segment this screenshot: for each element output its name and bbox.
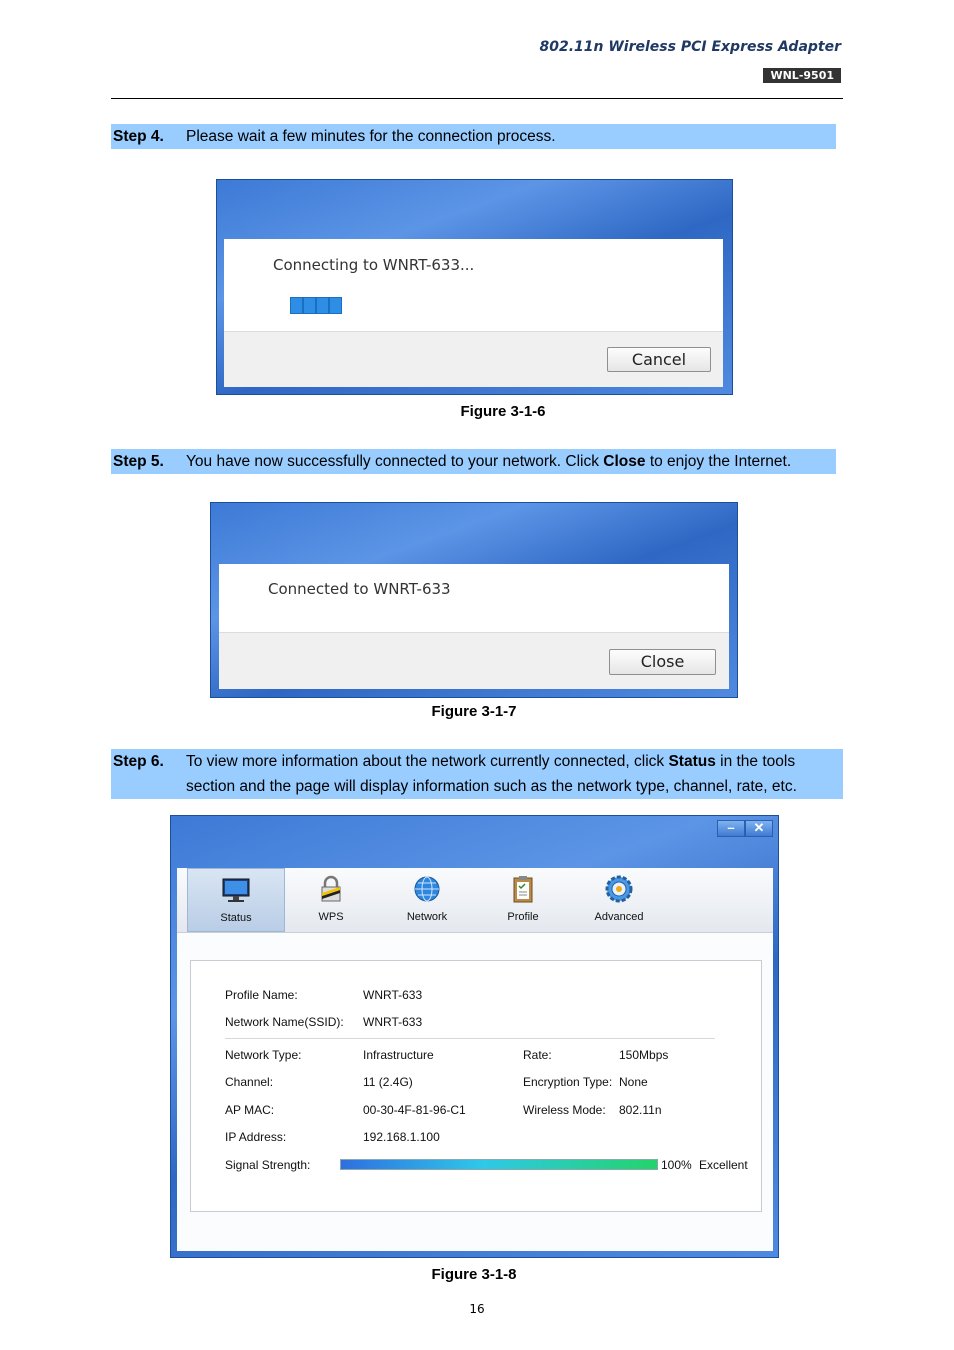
ssid-label: Network Name(SSID): (225, 1015, 344, 1029)
tool-wps[interactable] (283, 868, 379, 930)
close-window-button[interactable]: ✕ (745, 820, 773, 837)
gear-icon (604, 874, 634, 904)
tool-label: WPS (318, 911, 344, 923)
rate-label: Rate: (523, 1048, 552, 1062)
network-type-value: Infrastructure (363, 1048, 434, 1062)
step-number: Step 5. (113, 453, 164, 470)
globe-icon (412, 874, 442, 904)
lock-icon (316, 874, 346, 904)
ssid-value: WNRT-633 (363, 1015, 423, 1029)
status-panel (177, 933, 773, 1251)
tool-status[interactable] (187, 868, 285, 932)
step-text: You have now successfully connected to your network. Click Close to enjoy the Internet. (186, 453, 792, 470)
close-button[interactable]: Close (609, 649, 716, 675)
page-number: 16 (469, 1302, 485, 1316)
figure-caption: Figure 3-1-6 (460, 403, 546, 420)
header-rule (111, 98, 843, 99)
tool-profile[interactable] (475, 868, 571, 930)
wireless-mode-label: Wireless Mode: (523, 1103, 606, 1117)
encryption-value: None (619, 1075, 648, 1089)
progress-block (329, 297, 342, 314)
window-controls (717, 820, 773, 837)
progress-block (316, 297, 329, 314)
signal-strength-bar (340, 1159, 658, 1170)
monitor-icon (221, 875, 251, 905)
ap-mac-label: AP MAC: (225, 1103, 275, 1117)
step-5-box (111, 449, 836, 474)
minimize-button[interactable]: – (717, 820, 745, 837)
tool-network[interactable] (379, 868, 475, 930)
step-text: To view more information about the network currently connected, click Status in the tools section and the page will display information such as the network type, channel, rate, etc. (186, 753, 797, 795)
connecting-message: Connecting to WNRT-633... (273, 256, 475, 274)
step-number: Step 4. (113, 128, 164, 145)
rate-value: 150Mbps (619, 1048, 669, 1062)
tool-label: Advanced (594, 911, 644, 923)
wireless-mode-value: 802.11n (619, 1103, 662, 1117)
profile-name-label: Profile Name: (225, 988, 298, 1002)
cancel-button[interactable]: Cancel (607, 347, 711, 372)
model-badge: WNL-9501 (763, 68, 841, 83)
status-info-box (190, 960, 762, 1212)
tool-label: Status (220, 912, 252, 924)
dialog-footer (219, 632, 729, 689)
signal-percent: 100% (661, 1158, 692, 1172)
progress-block (290, 297, 303, 314)
step-4-box (111, 124, 836, 149)
dialog-content (219, 564, 729, 632)
utility-window (170, 815, 779, 1258)
dialog-content (224, 239, 723, 331)
step-number: Step 6. (113, 753, 164, 770)
ip-address-label: IP Address: (225, 1130, 287, 1144)
ap-mac-value: 00-30-4F-81-96-C1 (363, 1103, 466, 1117)
tool-advanced[interactable] (571, 868, 667, 930)
connected-dialog (210, 502, 738, 698)
document-title: 802.11n Wireless PCI Express Adapter (539, 39, 841, 55)
encryption-label: Encryption Type: (523, 1075, 613, 1089)
step-text: Please wait a few minutes for the connection process. (186, 128, 556, 145)
toolbar (177, 868, 773, 933)
step-6-box (111, 749, 843, 799)
profile-name-value: WNRT-633 (363, 988, 423, 1002)
channel-label: Channel: (225, 1075, 274, 1089)
connected-message: Connected to WNRT-633 (268, 580, 451, 598)
ip-address-value: 192.168.1.100 (363, 1130, 440, 1144)
signal-quality: Excellent (699, 1158, 748, 1172)
connecting-dialog (216, 179, 733, 395)
clipboard-icon (508, 874, 538, 904)
divider (225, 1038, 715, 1039)
dialog-footer (224, 331, 723, 387)
signal-strength-label: Signal Strength: (225, 1158, 311, 1172)
channel-value: 11 (2.4G) (363, 1075, 413, 1089)
progress-block (303, 297, 316, 314)
tool-label: Network (406, 911, 448, 923)
network-type-label: Network Type: (225, 1048, 302, 1062)
figure-caption: Figure 3-1-7 (431, 703, 517, 720)
figure-caption: Figure 3-1-8 (431, 1266, 517, 1283)
tool-label: Profile (507, 911, 539, 923)
